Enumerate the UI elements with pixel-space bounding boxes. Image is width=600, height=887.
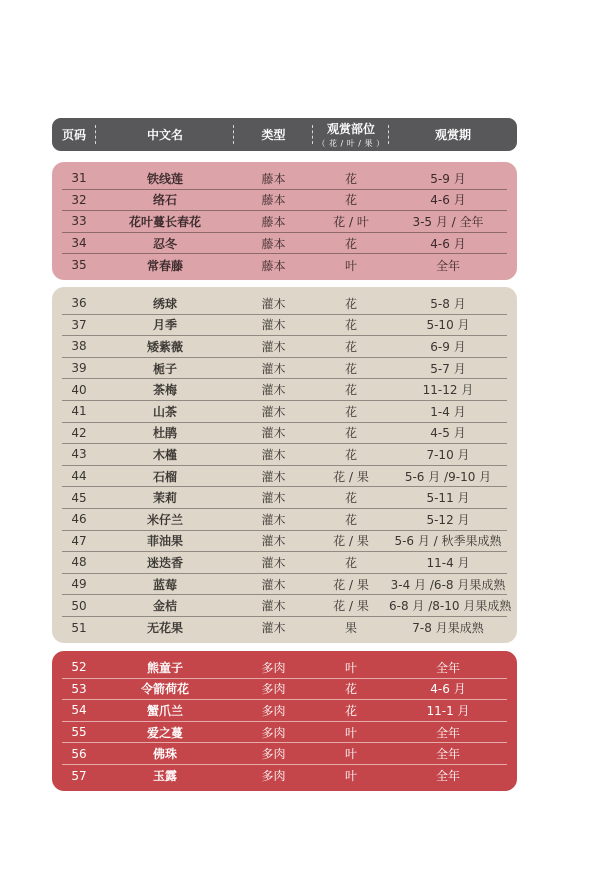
- plant-name: 栀子: [152, 361, 177, 376]
- plant-type: 多肉: [261, 725, 286, 740]
- ornamental-period: 全年: [435, 769, 460, 784]
- plant-name: 蓝莓: [152, 577, 177, 592]
- ornamental-part: 花 / 果: [333, 534, 369, 549]
- ornamental-part: 花 / 果: [333, 469, 369, 484]
- plant-type: 灌木: [261, 621, 286, 636]
- page-number: 54: [71, 703, 87, 718]
- plant-name: 菲油果: [146, 534, 183, 549]
- page-number: 37: [71, 317, 87, 332]
- table-row: [62, 657, 507, 679]
- page-number: 32: [71, 192, 87, 207]
- page-number: 39: [71, 361, 87, 376]
- table-row: [62, 444, 507, 466]
- table-row: [62, 743, 507, 765]
- plant-type: 灌木: [261, 318, 286, 333]
- ornamental-period: 全年: [435, 747, 460, 762]
- page-number: 45: [71, 490, 87, 505]
- header-part-label: 观赏部位: [326, 122, 375, 136]
- ornamental-period: 全年: [435, 725, 460, 740]
- table-row: [62, 552, 507, 574]
- header-name: 中文名: [96, 118, 234, 151]
- ornamental-part: 花: [344, 361, 357, 376]
- header-period: 观赏期: [434, 128, 471, 142]
- plant-name: 令箭荷花: [140, 682, 189, 697]
- page-number: 46: [71, 512, 87, 527]
- table-row: [62, 617, 507, 639]
- plant-type: 多肉: [261, 660, 286, 675]
- plant-type: 多肉: [261, 769, 286, 784]
- ornamental-part: 花: [344, 491, 357, 506]
- ornamental-part: 花: [344, 339, 357, 354]
- table-row: [62, 765, 507, 787]
- plant-name: 石榴: [152, 469, 177, 484]
- page-number: 43: [71, 447, 87, 462]
- plant-name: 茶梅: [152, 383, 177, 398]
- ornamental-part: 花 / 果: [333, 577, 369, 592]
- plant-name: 绣球: [152, 296, 177, 311]
- ornamental-part: 花: [344, 171, 357, 186]
- plant-type: 灌木: [261, 426, 286, 441]
- plant-name: 忍冬: [152, 236, 177, 251]
- plant-type: 藤本: [261, 171, 286, 186]
- ornamental-period: 5-6 月 /9-10 月: [404, 469, 492, 484]
- page-number: 51: [71, 620, 87, 635]
- ornamental-period: 5-10 月: [426, 318, 470, 333]
- header-part: [313, 118, 389, 151]
- ornamental-period: 1-4 月: [430, 404, 466, 419]
- ornamental-period: 5-7 月: [430, 361, 466, 376]
- table-row: [62, 379, 507, 401]
- ornamental-part: 花: [344, 512, 357, 527]
- ornamental-period: 5-12 月: [426, 512, 470, 527]
- ornamental-part: 叶: [344, 258, 357, 273]
- table-row: [62, 700, 507, 722]
- table-row: [62, 190, 507, 212]
- ornamental-period: 全年: [435, 660, 460, 675]
- ornamental-period: 7-8 月果成熟: [412, 621, 484, 636]
- ornamental-part: 花: [344, 383, 357, 398]
- page-number: 53: [71, 681, 87, 696]
- plant-name: 爱之蔓: [146, 725, 183, 740]
- page-number: 31: [71, 171, 87, 186]
- group-succulents: [52, 651, 517, 791]
- plant-type: 灌木: [261, 491, 286, 506]
- ornamental-part: 花: [344, 404, 357, 419]
- ornamental-period: 5-8 月: [430, 296, 466, 311]
- ornamental-period: 6-8 月 /8-10 月果成熟: [389, 599, 512, 614]
- ornamental-part: 花: [344, 703, 357, 718]
- plant-name: 木槿: [152, 447, 177, 462]
- plant-type: 藤本: [261, 258, 286, 273]
- ornamental-period: 11-12 月: [422, 383, 474, 398]
- table-row: [62, 358, 507, 380]
- plant-name: 迷迭香: [146, 555, 183, 570]
- page-number: 40: [71, 382, 87, 397]
- page-number: 41: [71, 404, 87, 419]
- table-row: [62, 401, 507, 423]
- plant-type: 藤本: [261, 193, 286, 208]
- plant-name: 杜鹃: [152, 426, 177, 441]
- plant-name: 米仔兰: [146, 512, 183, 527]
- ornamental-period: 6-9 月: [430, 339, 466, 354]
- table-row: [62, 574, 507, 596]
- table-header: [52, 118, 517, 151]
- ornamental-part: 叶: [344, 769, 357, 784]
- plant-name: 铁线莲: [146, 171, 183, 186]
- plant-type: 灌木: [261, 447, 286, 462]
- ornamental-period: 4-6 月: [430, 682, 466, 697]
- table-row: [62, 254, 507, 276]
- ornamental-period: 3-5 月 / 全年: [412, 214, 484, 229]
- table-row: [62, 168, 507, 190]
- page-number: 34: [71, 236, 87, 251]
- plant-type: 多肉: [261, 747, 286, 762]
- ornamental-part: 花: [344, 296, 357, 311]
- ornamental-part: 果: [344, 621, 357, 636]
- table-row: [62, 315, 507, 337]
- ornamental-period: 4-6 月: [430, 236, 466, 251]
- header-type: 类型: [234, 118, 313, 151]
- table-row: [62, 722, 507, 744]
- plant-name: 佛珠: [152, 747, 177, 762]
- page-number: 55: [71, 725, 87, 740]
- table-row: [62, 423, 507, 445]
- ornamental-part: 花: [344, 318, 357, 333]
- page-number: 48: [71, 555, 87, 570]
- plant-type: 灌木: [261, 296, 286, 311]
- plant-type: 灌木: [261, 404, 286, 419]
- ornamental-part: 花 / 果: [333, 599, 369, 614]
- plant-name: 蟹爪兰: [146, 703, 183, 718]
- table-row: [62, 509, 507, 531]
- ornamental-period: 5-9 月: [430, 171, 466, 186]
- plant-name: 熊童子: [146, 660, 183, 675]
- ornamental-period: 5-6 月 / 秋季果成熟: [394, 534, 502, 549]
- ornamental-part: 花 / 叶: [333, 214, 369, 229]
- plant-name: 络石: [152, 193, 177, 208]
- plant-name: 花叶蔓长春花: [128, 214, 201, 229]
- table-row: [62, 211, 507, 233]
- plant-name: 金桔: [152, 599, 177, 614]
- table-row: [62, 487, 507, 509]
- ornamental-period: 5-11 月: [426, 491, 470, 506]
- page-number: 38: [71, 339, 87, 354]
- table-row: [62, 336, 507, 358]
- ornamental-part: 花: [344, 236, 357, 251]
- plant-type: 灌木: [261, 599, 286, 614]
- plant-type: 灌木: [261, 577, 286, 592]
- plant-type: 藤本: [261, 236, 286, 251]
- group-vines: [52, 162, 517, 280]
- ornamental-part: 花: [344, 682, 357, 697]
- plant-name: 月季: [152, 318, 177, 333]
- plant-name: 常春藤: [146, 258, 183, 273]
- plant-type: 灌木: [261, 512, 286, 527]
- ornamental-period: 7-10 月: [426, 447, 470, 462]
- ornamental-part: 花: [344, 447, 357, 462]
- plant-type: 灌木: [261, 469, 286, 484]
- plant-type: 灌木: [261, 555, 286, 570]
- ornamental-period: 全年: [435, 258, 460, 273]
- ornamental-period: 4-5 月: [430, 426, 466, 441]
- table-row: [62, 293, 507, 315]
- table-row: [62, 531, 507, 553]
- page-number: 47: [71, 533, 87, 548]
- table-row: [62, 466, 507, 488]
- table-row: [62, 233, 507, 255]
- page-number: 42: [71, 425, 87, 440]
- table-row: [62, 679, 507, 701]
- page-number: 57: [71, 768, 87, 783]
- ornamental-part: 花: [344, 193, 357, 208]
- plant-type: 灌木: [261, 534, 286, 549]
- ornamental-period: 3-4 月 /6-8 月果成熟: [390, 577, 506, 592]
- ornamental-part: 叶: [344, 747, 357, 762]
- plant-name: 山茶: [152, 404, 177, 419]
- ornamental-part: 叶: [344, 660, 357, 675]
- plant-name: 无花果: [146, 621, 183, 636]
- page-number: 44: [71, 469, 87, 484]
- plant-type: 灌木: [261, 339, 286, 354]
- ornamental-period: 4-6 月: [430, 193, 466, 208]
- plant-type: 多肉: [261, 682, 286, 697]
- page-number: 36: [71, 296, 87, 311]
- page-number: 49: [71, 577, 87, 592]
- plant-type: 多肉: [261, 703, 286, 718]
- page-number: 35: [71, 258, 87, 273]
- ornamental-period: 11-4 月: [426, 555, 470, 570]
- table-row: [62, 595, 512, 617]
- group-shrubs: [52, 287, 517, 643]
- ornamental-part: 花: [344, 426, 357, 441]
- plant-type: 灌木: [261, 383, 286, 398]
- page-number: 56: [71, 746, 87, 761]
- plant-name: 矮紫薇: [146, 339, 183, 354]
- plant-name: 茉莉: [152, 491, 177, 506]
- page-number: 33: [71, 214, 87, 229]
- ornamental-period: 11-1 月: [426, 703, 470, 718]
- page-number: 52: [71, 660, 87, 675]
- plant-name: 玉露: [152, 769, 177, 784]
- ornamental-part: 花: [344, 555, 357, 570]
- plant-type: 藤本: [261, 214, 286, 229]
- header-page: 页码: [52, 118, 96, 151]
- plant-type: 灌木: [261, 361, 286, 376]
- ornamental-part: 叶: [344, 725, 357, 740]
- header-part-sub: （ 花 / 叶 / 果 ）: [317, 139, 385, 148]
- page-number: 50: [71, 598, 87, 613]
